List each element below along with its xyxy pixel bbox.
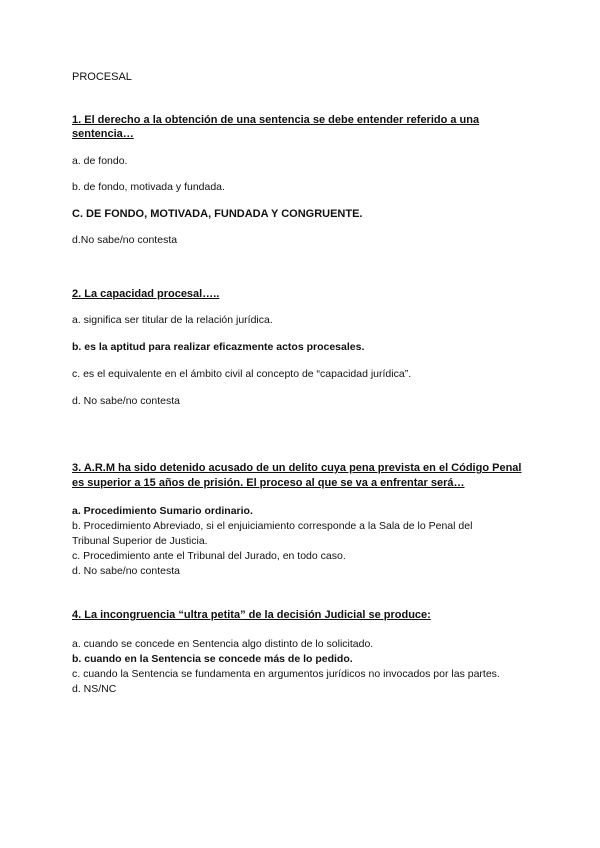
question-2-option-a: a. significa ser titular de la relación jurídica. (72, 314, 273, 326)
question-1-option-c-answer: C. DE FONDO, MOTIVADA, FUNDADA Y CONGRUENTE. (72, 208, 363, 220)
question-1-text: 1. El derecho a la obtención de una sentencia se debe entender referido a una (72, 114, 480, 126)
question-4-option-d: d. NS/NC (72, 683, 117, 695)
question-1-option-a: a. de fondo. (72, 155, 128, 167)
question-1-text-cont: sentencia… (72, 128, 134, 140)
question-2-option-c: c. es el equivalente en el ámbito civil al concepto de “capacidad jurídica”. (72, 368, 412, 380)
question-3-option-c: c. Procedimiento ante el Tribunal del Jurado, en todo caso. (72, 550, 346, 562)
question-2-option-b-answer: b. es la aptitud para realizar eficazmente actos procesales. (72, 341, 365, 353)
question-3-option-a-answer: a. Procedimiento Sumario ordinario. (72, 505, 253, 517)
question-1-option-b: b. de fondo, motivada y fundada. (72, 181, 225, 193)
question-2-option-d: d. No sabe/no contesta (72, 395, 180, 407)
question-3-text: 3. A.R.M ha sido detenido acusado de un delito cuya pena prevista en el Código Penal (72, 462, 522, 474)
question-4-option-c: c. cuando la Sentencia se fundamenta en argumentos jurídicos no invocados por las partes. (72, 668, 500, 680)
question-3-option-b: b. Procedimiento Abreviado, si el enjuiciamiento corresponde a la Sala de lo Penal del (72, 520, 473, 532)
question-4-option-a: a. cuando se concede en Sentencia algo distinto de lo solicitado. (72, 638, 374, 650)
question-4-option-b-answer: b. cuando en la Sentencia se concede más de lo pedido. (72, 653, 353, 665)
question-3-text-cont: es superior a 15 años de prisión. El proceso al que se va a enfrentar será… (72, 477, 465, 489)
question-1-option-d: d.No sabe/no contesta (72, 234, 178, 246)
page-title: PROCESAL (72, 71, 132, 83)
question-3-option-b-cont: Tribunal Superior de Justicia. (72, 535, 208, 547)
question-2-text: 2. La capacidad procesal….. (72, 288, 220, 300)
question-3-option-d: d. No sabe/no contesta (72, 565, 180, 577)
question-4-text: 4. La incongruencia “ultra petita” de la decisión Judicial se produce: (72, 609, 431, 621)
